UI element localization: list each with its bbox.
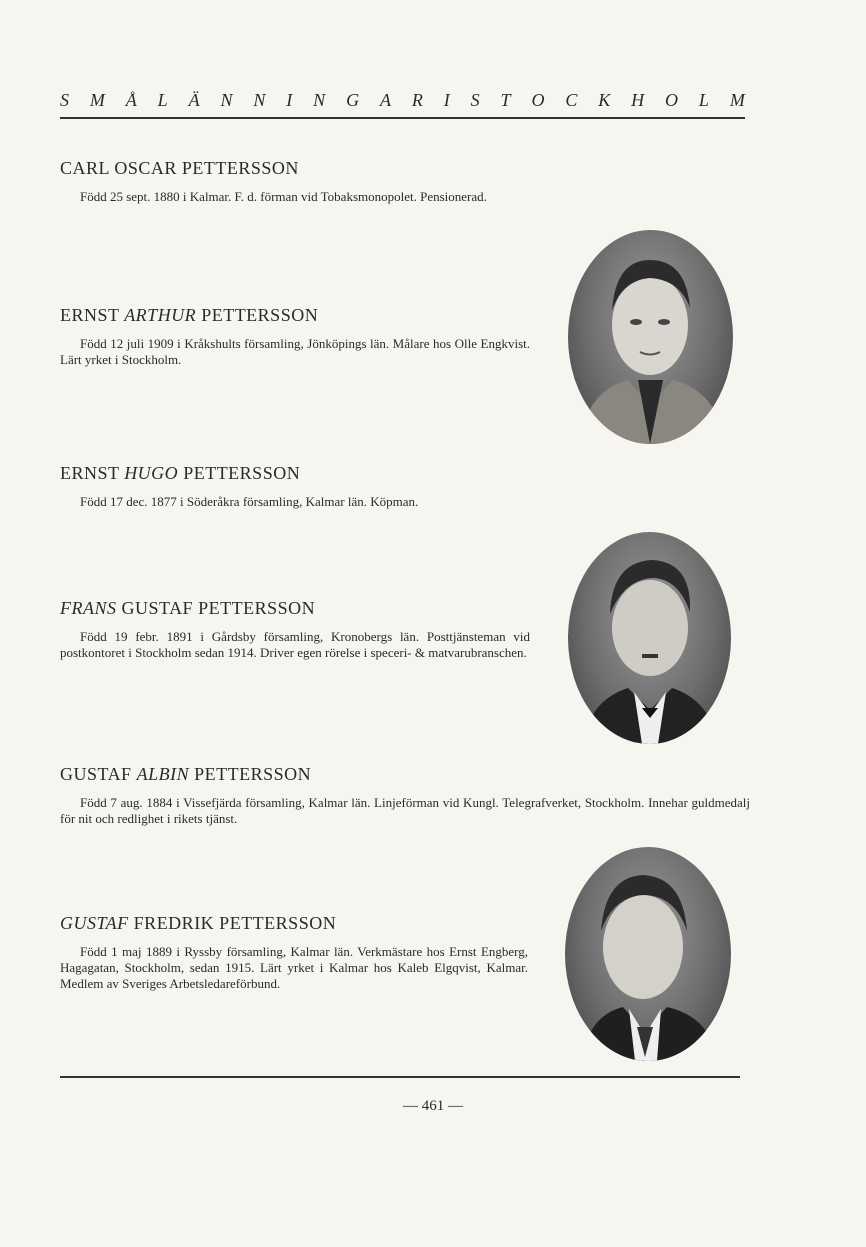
name-part-italic: GUSTAF <box>60 913 129 933</box>
portrait-gustaf-fredrik <box>565 847 731 1061</box>
entry-bio: Född 19 febr. 1891 i Gårdsby församling, Kronobergs län. Posttjänsteman vid postkontoret i Stockholm sedan 1914. Driver egen rörelse i speceri- & matvarubranschen. <box>60 629 530 660</box>
running-head-letter: H <box>631 90 645 110</box>
running-head-letter: L <box>698 90 709 110</box>
name-part: ERNST <box>60 305 125 325</box>
running-head-letter: R <box>411 90 423 110</box>
running-head-letter: O <box>665 90 679 110</box>
running-head-letter: C <box>565 90 578 110</box>
entry-bio: Född 17 dec. 1877 i Söderåkra församling, Kalmar län. Köpman. <box>80 494 419 509</box>
entry-ernst-hugo <box>60 463 560 510</box>
page-number: — 461 — <box>403 1098 463 1114</box>
running-head-letter: M <box>729 90 745 110</box>
entry-carl-oscar <box>60 158 620 205</box>
entry-name <box>60 598 530 619</box>
name-part: PETTERSSON <box>196 305 319 325</box>
running-head-letter: S <box>470 90 480 110</box>
running-head-letter: T <box>500 90 511 110</box>
running-head-letter: K <box>598 90 611 110</box>
entry-name <box>60 305 530 326</box>
entry-bio: Född 1 maj 1889 i Ryssby församling, Kalmar län. Verkmästare hos Ernst Engberg, Hagagatan, Stockholm, sedan 1915. Lärt yrket i Kalmar hos Kaleb Elgqvist, Kalmar. Medlem av Sveriges Arbetsledareförbund. <box>60 944 528 991</box>
entry-frans-gustaf <box>60 598 530 661</box>
running-head-letter: L <box>157 90 168 110</box>
entry-bio: Född 7 aug. 1884 i Vissefjärda församling, Kalmar län. Linjeförman vid Kungl. Telegrafverket, Stockholm. Innehar guldmedalj för nit och redlighet i rikets tjänst. <box>60 795 750 826</box>
running-head-letter: Å <box>125 90 137 110</box>
running-head-letter: S <box>60 90 69 110</box>
running-head <box>60 90 745 111</box>
name-part-italic: ARTHUR <box>124 305 197 325</box>
name-part-italic: HUGO <box>124 463 179 483</box>
name-part-italic: ALBIN <box>136 764 190 784</box>
running-head-letter: A <box>379 90 391 110</box>
entry-bio: Född 25 sept. 1880 i Kalmar. F. d. förman vid Tobaksmonopolet. Pensionerad. <box>80 189 487 204</box>
name-part: PETTERSSON <box>178 463 301 483</box>
name-part: ERNST <box>60 463 125 483</box>
name-part: FREDRIK PETTERSSON <box>128 913 337 933</box>
name-part: PETTERSSON <box>189 764 312 784</box>
entry-gustaf-albin <box>60 764 750 827</box>
entry-name <box>60 463 560 484</box>
running-head-letter: M <box>89 90 105 110</box>
entry-bio: Född 12 juli 1909 i Kråkshults församling, Jönköpings län. Målare hos Olle Engkvist. Lärt yrket i Stockholm. <box>60 336 530 367</box>
footer-rule <box>60 1076 740 1078</box>
name-part: GUSTAF <box>60 764 137 784</box>
portrait-ernst-arthur <box>568 230 733 444</box>
running-head-letter: I <box>286 90 293 110</box>
entry-ernst-arthur <box>60 305 530 368</box>
running-head-letter: N <box>253 90 266 110</box>
entry-name <box>60 913 528 934</box>
entry-name <box>60 158 620 179</box>
entry-name <box>60 764 750 785</box>
portrait-frans-gustaf <box>568 532 731 744</box>
header-rule <box>60 117 745 119</box>
running-head-letter: Ä <box>188 90 200 110</box>
name-part: GUSTAF PETTERSSON <box>116 598 316 618</box>
name-part: CARL OSCAR PETTERSSON <box>60 158 299 178</box>
running-head-letter: N <box>313 90 326 110</box>
running-head-letter: N <box>220 90 233 110</box>
running-head-letter: O <box>531 90 545 110</box>
entry-gustaf-fredrik <box>60 913 528 992</box>
running-head-letter: G <box>346 90 360 110</box>
running-head-letter: I <box>443 90 450 110</box>
name-part-italic: FRANS <box>60 598 117 618</box>
